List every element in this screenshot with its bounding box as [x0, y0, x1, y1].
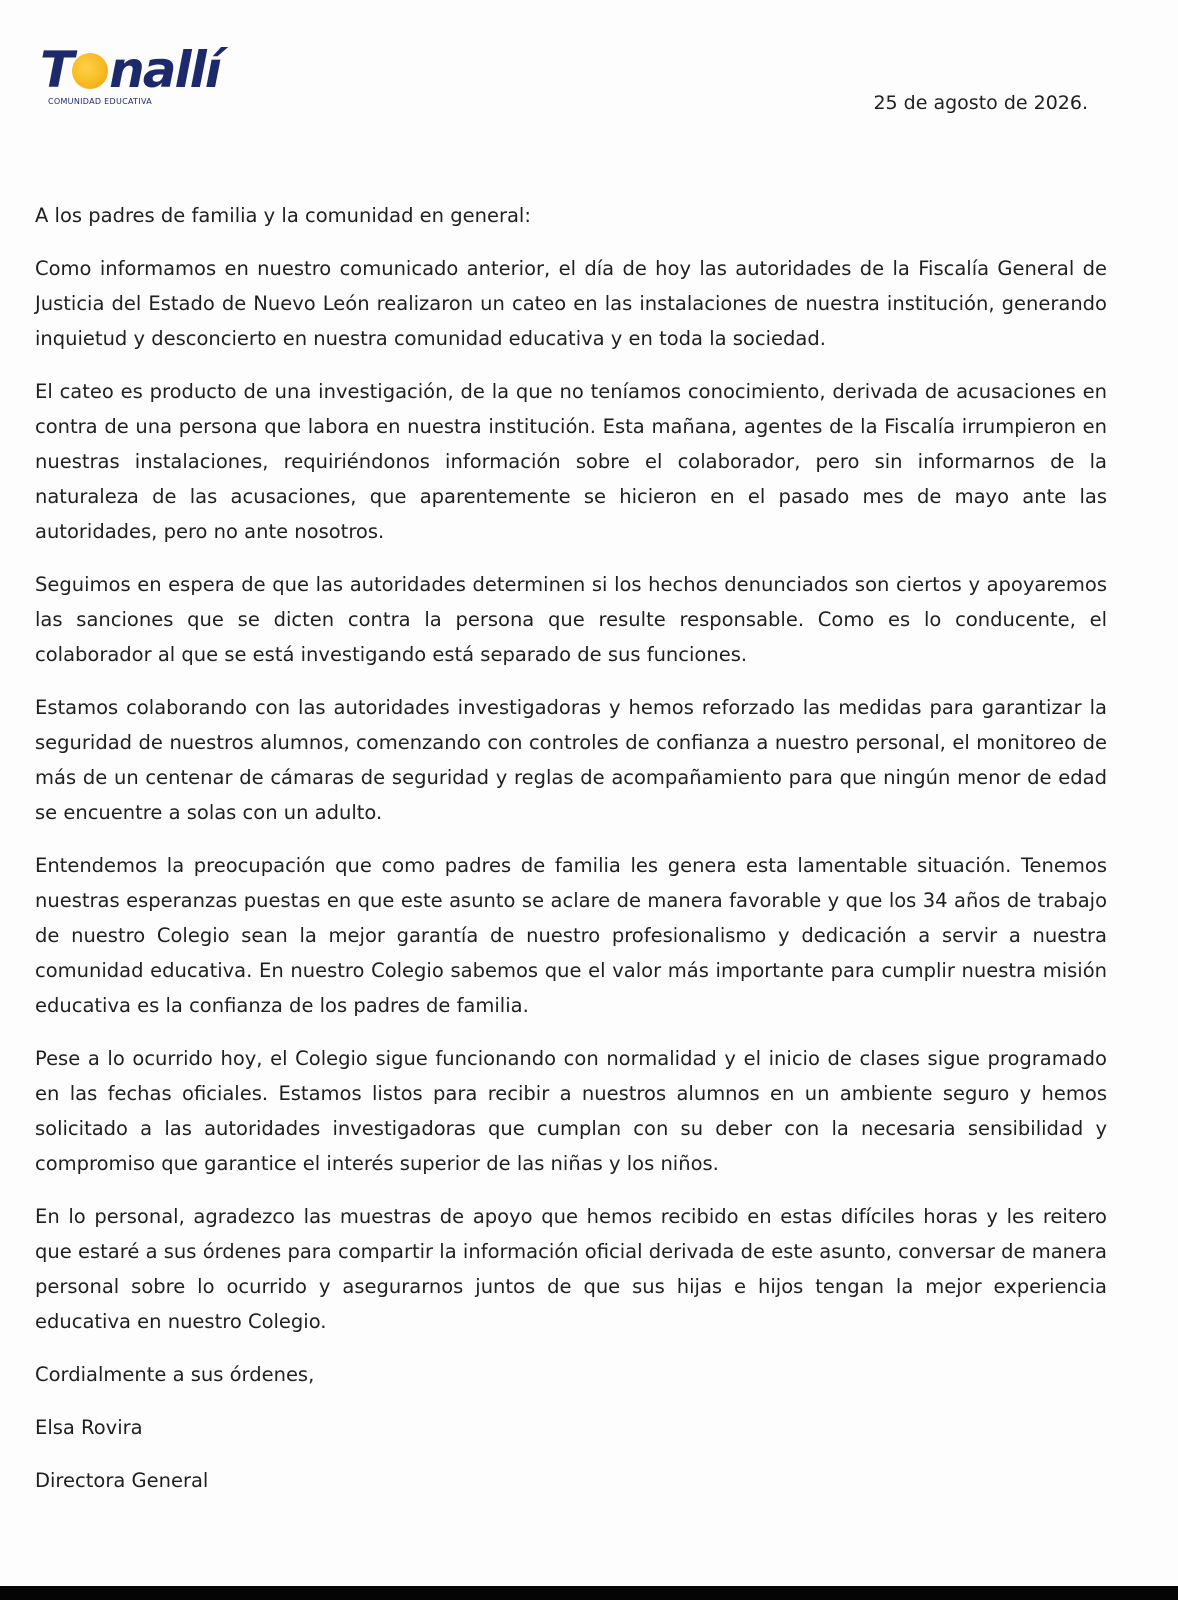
logo-letter-t: T [40, 41, 73, 99]
tonalli-logo [40, 40, 220, 110]
logo-wordmark [40, 40, 220, 100]
paragraph-2: El cateo es producto de una investigación, de la que no teníamos conocimiento, derivada de acusaciones en contra de una persona que labora en nuestra institución. Esta mañana, agentes de la Fiscalía irrumpieron en nuestras instalaciones, requiriéndonos información sobre el colaborador, pero sin informarnos de la naturaleza de las acusaciones, que aparentemente se hicieron en el pasado mes de mayo ante las autoridades, pero no ante nosotros. [35, 380, 1107, 543]
paragraph-4: Estamos colaborando con las autoridades investigadoras y hemos reforzado las medidas para garantizar la seguridad de nuestros alumnos, comenzando con controles de confianza a nuestro personal, el monitoreo de más de un centenar de cámaras de seguridad y reglas de acompañamiento para que ningún menor de edad se encuentre a solas con un adulto. [35, 696, 1107, 824]
sun-circle-icon [72, 53, 108, 89]
bottom-border [0, 1586, 1178, 1600]
signer-title: Directora General [35, 1469, 209, 1492]
paragraph-5: Entendemos la preocupación que como padres de familia les genera esta lamentable situación. Tenemos nuestras esperanzas puestas en que este asunto se aclare de manera favorable y que los 34 años de trabajo de nuestro Colegio sean la mejor garantía de nuestro profesionalismo y dedicación a servir a nuestra comunidad educativa. En nuestro Colegio sabemos que el valor más importante para cumplir nuestra misión educativa es la confianza de los padres de familia. [35, 854, 1107, 1017]
paragraph-1: Como informamos en nuestro comunicado anterior, el día de hoy las autoridades de la Fiscalía General de Justicia del Estado de Nuevo León realizaron un cateo en las instalaciones de nuestra institución, generando inquietud y desconcierto en nuestra comunidad educativa y en toda la sociedad. [35, 257, 1107, 350]
logo-subtitle: COMUNIDAD EDUCATIVA [48, 97, 153, 106]
signer-name: Elsa Rovira [35, 1416, 143, 1439]
closing: Cordialmente a sus órdenes, [35, 1363, 315, 1386]
paragraph-3: Seguimos en espera de que las autoridades determinen si los hechos denunciados son ciertos y apoyaremos las sanciones que se dicten contra la persona que resulte responsable. Como es lo conducente, el colaborador al que se está investigando está separado de sus funciones. [35, 573, 1107, 666]
salutation: A los padres de familia y la comunidad en general: [35, 204, 531, 227]
logo-letters-rest: nallí [109, 41, 220, 99]
paragraph-7: En lo personal, agradezco las muestras de apoyo que hemos recibido en estas difíciles horas y les reitero que estaré a sus órdenes para compartir la información oficial derivada de este asunto, conversar de manera personal sobre lo ocurrido y asegurarnos juntos de que sus hijas e hijos tengan la mejor experiencia educativa en nuestro Colegio. [35, 1205, 1107, 1333]
letter-date: 25 de agosto de 2026. [873, 92, 1088, 114]
paragraph-6: Pese a lo ocurrido hoy, el Colegio sigue funcionando con normalidad y el inicio de clases sigue programado en las fechas oficiales. Estamos listos para recibir a nuestros alumnos en un ambiente seguro y hemos solicitado a las autoridades investigadoras que cumplan con su deber con la necesaria sensibilidad y compromiso que garantice el interés superior de las niñas y los niños. [35, 1047, 1107, 1175]
letter-body [35, 198, 1107, 1516]
